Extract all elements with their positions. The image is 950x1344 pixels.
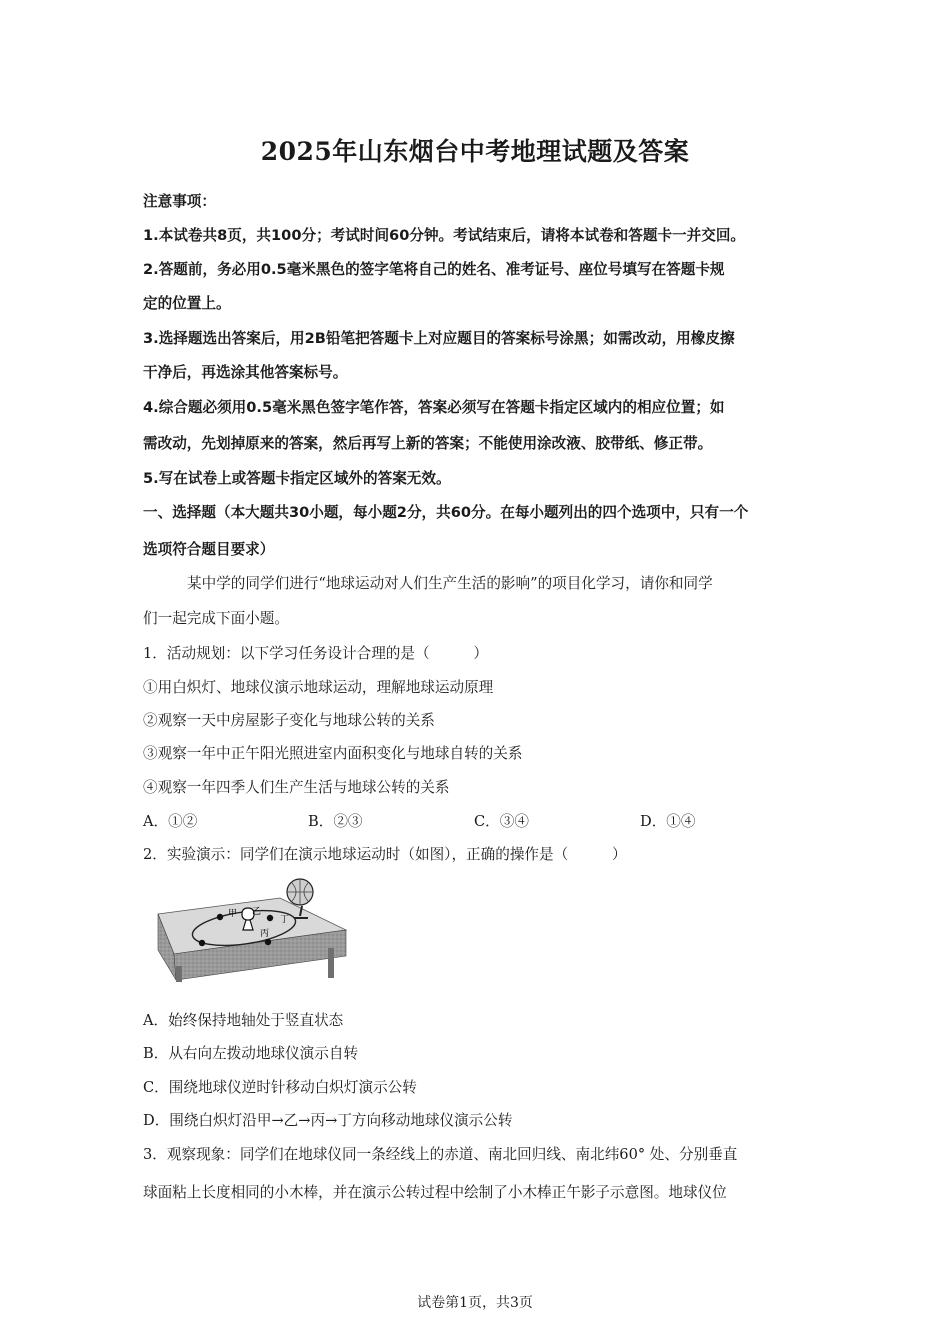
note-3-line-1: 3.选择题选出答案后，用2B铅笔把答题卡上对应题目的答案标号涂黑；如需改动，用橡皮擦	[143, 330, 735, 347]
intro-line-1: 某中学的同学们进行“地球运动对人们生产生活的影响”的项目化学习，请你和同学	[187, 575, 713, 592]
earth-position-jia	[217, 914, 223, 920]
figure-label-jia: 甲	[228, 909, 238, 919]
page-title: 2025年山东烟台中考地理试题及答案	[260, 137, 690, 166]
question-2-option-d: D．围绕白炽灯沿甲→乙→丙→丁方向移动地球仪演示公转	[143, 1112, 513, 1129]
question-1-stem: 1．活动规划：以下学习任务设计合理的是（ ）	[143, 645, 488, 662]
notes-heading: 注意事项：	[143, 193, 216, 210]
note-1: 1.本试卷共8页，共100分；考试时间60分钟。考试结束后，请将本试卷和答题卡一并交回。	[143, 227, 746, 244]
question-1-item-4: ④观察一年四季人们生产生活与地球公转的关系	[143, 779, 450, 796]
question-2-option-a: A．始终保持地轴处于竖直状态	[143, 1012, 344, 1029]
intro-line-2: 们一起完成下面小题。	[143, 610, 289, 627]
note-2-line-2: 定的位置上。	[143, 295, 231, 312]
question-1-option-a: A．①②	[143, 813, 198, 830]
question-1-item-2: ②观察一天中房屋影子变化与地球公转的关系	[143, 712, 435, 729]
earth-position-ding	[199, 940, 205, 946]
question-3-line-1: 3．观察现象：同学们在地球仪同一条经线上的赤道、南北回归线、南北纬60° 处、分别垂直	[143, 1146, 738, 1163]
note-2-line-1: 2.答题前，务必用0.5毫米黑色的签字笔将自己的姓名、准考证号、座位号填写在答题卡规	[143, 261, 725, 278]
note-5: 5.写在试卷上或答题卡指定区域外的答案无效。	[143, 470, 451, 487]
question-2-option-b: B．从右向左拨动地球仪演示自转	[143, 1045, 359, 1062]
figure-label-yi: 乙	[252, 907, 262, 917]
section-heading-line-2: 选项符合题目要求）	[143, 541, 275, 558]
note-4-line-1: 4.综合题必须用0.5毫米黑色签字笔作答，答案必须写在答题卡指定区域内的相应位置；如	[143, 399, 725, 416]
question-3-line-2: 球面粘上长度相同的小木棒，并在演示公转过程中绘制了小木棒正午影子示意图。地球仪位	[143, 1184, 727, 1201]
earth-position-bing	[265, 939, 271, 945]
question-2-option-c: C．围绕地球仪逆时针移动白炽灯演示公转	[143, 1079, 417, 1096]
question-1-option-c: C．③④	[474, 813, 529, 830]
question-1-option-d: D．①④	[640, 813, 696, 830]
figure-label-ding: 丁	[280, 915, 290, 925]
figure-label-bing: 丙	[260, 929, 270, 939]
section-heading-line-1: 一、选择题（本大题共30小题，每小题2分，共60分。在每小题列出的四个选项中，只有一个	[143, 504, 749, 521]
question-2-stem: 2．实验演示：同学们在演示地球运动时（如图），正确的操作是（ ）	[143, 846, 627, 863]
page-footer: 试卷第1页，共3页	[417, 1295, 533, 1311]
question-1-item-1: ①用白炽灯、地球仪演示地球运动，理解地球运动原理	[143, 679, 494, 696]
question-1-item-3: ③观察一年中正午阳光照进室内面积变化与地球自转的关系	[143, 745, 523, 762]
earth-revolution-demo-figure	[156, 870, 348, 982]
earth-position-yi	[267, 915, 273, 921]
note-3-line-2: 干净后，再选涂其他答案标号。	[143, 364, 348, 381]
note-4-line-2: 需改动，先划掉原来的答案，然后再写上新的答案；不能使用涂改液、胶带纸、修正带。	[143, 435, 713, 452]
question-1-option-b: B．②③	[308, 813, 363, 830]
